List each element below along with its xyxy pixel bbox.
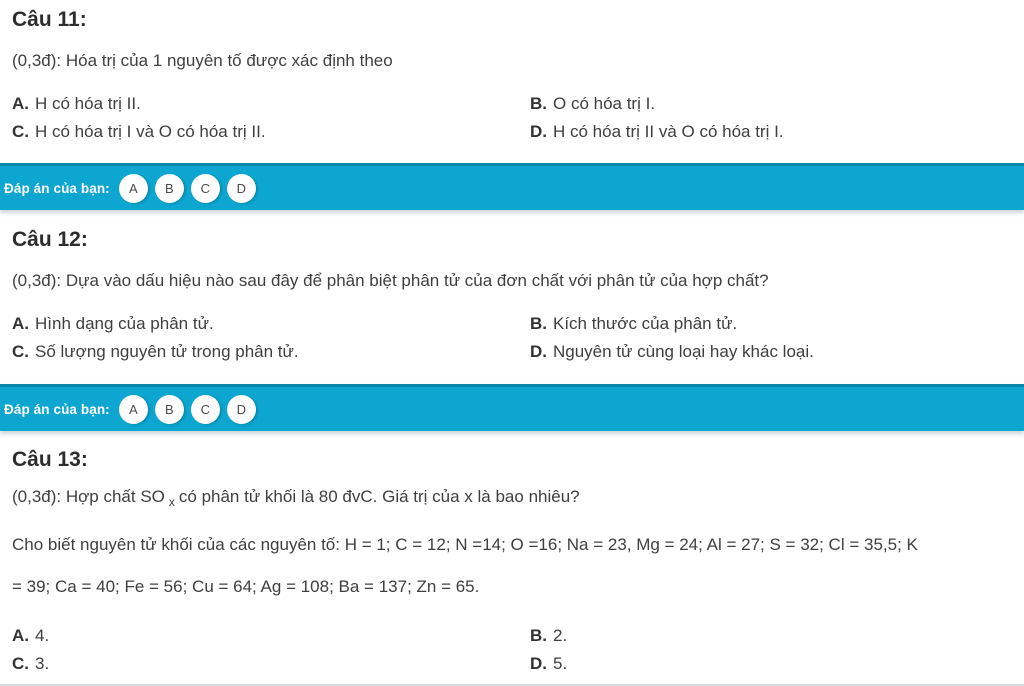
question-text [12,486,1012,513]
question-card-12 [0,210,1024,384]
option-text: Nguyên tử cùng loại hay khác loại. [553,342,814,361]
option-text: 5. [553,654,568,674]
answer-choice-b[interactable]: B [155,395,184,424]
option-letter: A. [12,94,29,113]
answer-choice-c[interactable]: C [191,395,220,424]
answer-bar-q12 [0,384,1024,431]
question-text: (0,3đ): Hóa trị của 1 nguyên tố được xác định theo [12,51,393,70]
option-b [530,310,1012,338]
option-letter: C. [12,342,29,361]
question-card-11 [0,0,1024,163]
option-text: Số lượng nguyên tử trong phân tử. [35,342,299,361]
question-number: Câu 13: [12,448,88,471]
option-letter: A. [12,314,29,333]
answer-choice-b[interactable]: B [155,174,184,203]
question-text: (0,3đ): Dựa vào dấu hiệu nào sau đây để phân biệt phân tử của đơn chất với phân tử của hợp chất? [12,271,769,290]
answer-choices [119,395,256,424]
formula-subscript: x [168,495,175,510]
answer-choice-a[interactable]: A [119,174,148,203]
option-text: 4. [35,626,50,646]
option-d [530,338,1012,366]
option-letter: D. [530,122,547,141]
option-letter: B. [530,94,547,113]
option-a [12,310,530,338]
option-b [530,622,1012,650]
option-c [12,650,530,678]
option-text: 3. [35,654,50,674]
atomic-mass-line-1: Cho biết nguyên tử khối của các nguyên tố: H = 1; C = 12; N =14; O =16; Na = 23, Mg = 24; Al = 27; S = 32; Cl = 35,5; K [12,535,918,555]
options-grid [12,622,1012,678]
options-grid [12,310,1012,366]
option-d [530,650,1012,678]
option-letter: B. [530,626,547,646]
atomic-mass-line-2: = 39; Ca = 40; Fe = 56; Cu = 64; Ag = 108; Ba = 137; Zn = 65. [12,577,480,597]
option-text: H có hóa trị II. [35,94,141,113]
option-a [12,622,530,650]
option-letter: C. [12,654,29,674]
option-b [530,90,1012,118]
question-number: Câu 11: [12,8,87,31]
question-text-post: có phân tử khối là 80 đvC. Giá trị của x là bao nhiêu? [178,487,580,506]
option-c [12,118,530,146]
answer-bar-label: Đáp án của bạn: [4,401,110,417]
answer-choices [119,174,256,203]
question-number: Câu 12: [12,228,88,251]
option-c [12,338,530,366]
option-letter: D. [530,342,547,361]
option-text: Hình dạng của phân tử. [35,314,214,333]
option-text: O có hóa trị I. [553,94,656,113]
option-letter: C. [12,122,29,141]
option-text: H có hóa trị I và O có hóa trị II. [35,122,266,141]
answer-bar-label: Đáp án của bạn: [4,180,110,196]
option-text: 2. [553,626,568,646]
answer-choice-c[interactable]: C [191,174,220,203]
option-text: H có hóa trị II và O có hóa trị I. [553,122,784,141]
option-letter: A. [12,626,29,646]
answer-bar-q11 [0,163,1024,210]
option-a [12,90,530,118]
answer-choice-d[interactable]: D [227,395,256,424]
question-text-pre: (0,3đ): Hợp chất SO [12,487,165,506]
option-d [530,118,1012,146]
option-text: Kích thước của phân tử. [553,314,738,333]
answer-choice-d[interactable]: D [227,174,256,203]
option-letter: D. [530,654,547,674]
question-card-13 [0,431,1024,686]
options-grid [12,90,1012,146]
option-letter: B. [530,314,547,333]
answer-choice-a[interactable]: A [119,395,148,424]
